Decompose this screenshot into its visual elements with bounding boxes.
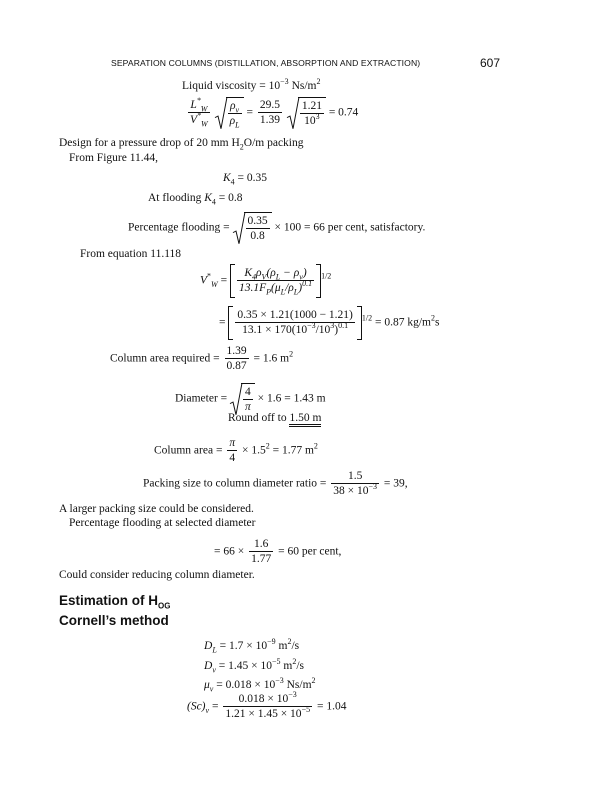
schmidt-equation: $(Sc)_v$ = $\frac{0.018 \times 10^{-3}}{1.21 \times 1.45 \times 10^{-5}}$ = 1.04 <box>187 690 347 721</box>
section-title: Estimation of $H_{OG}$ <box>59 593 171 611</box>
larger-packing-note: A larger packing size could be considered. <box>59 503 254 515</box>
flow-ratio-equation: $\frac{L^*_W}{V^*_W}$ $\frac{\rho_v}{\rho_L}$ = $\frac{29.5}{1.39}$ $\frac{1.21}{10^3}$ = 0.74 <box>190 96 359 130</box>
mu-line: $\mu_v = 0.018 \times 10^{-3}$ $Ns/m^2$ <box>204 676 316 694</box>
reduce-diameter-note: Could consider reducing column diameter. <box>59 569 255 581</box>
round-off-line: Round off to 1.50 m <box>228 413 321 425</box>
packing-ratio-equation: Packing size to column diameter ratio = $\frac{1.5}{38 \times 10^{-3}}$ = 39, <box>143 470 408 498</box>
from-figure: From Figure 11.44, <box>69 152 159 164</box>
vw-numeric-equation: = $\frac{0.35 \times 1.21(1000 - 1.21)}{13.1 \times 170(10^{-3}/10^3)^{0.1}}$ $^{1/2}$ = 0.87 $kg/m^2s$ <box>219 306 440 340</box>
dl-line: $D_L = 1.7 \times 10^{-9}$ $m^2/s$ <box>204 637 300 655</box>
column-area-equation: Column area = $\frac{\pi}{4}$ × $1.5^2 = 1.77$ $m^2$ <box>154 437 318 465</box>
flow-ratio-lhs: $\frac{L^*_W}{V^*_W}$ <box>190 96 208 129</box>
density-ratio-root: $\frac{\rho_v}{\rho_L}$ <box>215 97 244 129</box>
selected-flooding-equation: = 66 × $\frac{1.6}{1.77}$ = 60 per cent, <box>214 538 342 566</box>
dv-line: $D_v = 1.45 \times 10^{-5}$ $m^2/s$ <box>204 657 304 675</box>
density-value-root: $\frac{1.21}{10^3}$ <box>287 97 326 129</box>
method-title: Cornell’s method <box>59 613 169 628</box>
at-flooding-line: At flooding $K_4 = 0.8$ <box>148 192 243 207</box>
percentage-flooding-equation: Percentage flooding = $\frac{0.35}{0.8}$ × 100 = 66 per cent, satisfactory. <box>128 212 425 244</box>
liquid-viscosity-line: Liquid viscosity = $10^{-3}$ $Ns/m^2$ <box>182 77 321 92</box>
column-area-required: Column area required = $\frac{1.39}{0.87}$ = 1.6 $m^2$ <box>110 345 294 373</box>
diameter-equation: Diameter = $\frac{4}{\pi}$ × 1.6 = 1.43 m <box>175 383 326 415</box>
running-header: SEPARATION COLUMNS (DISTILLATION, ABSORPTION AND EXTRACTION) <box>111 58 421 68</box>
page-number: 607 <box>480 56 501 70</box>
from-equation: From equation 11.118 <box>80 248 182 260</box>
selected-diameter: 1.50 m <box>289 412 321 427</box>
k4-equation: $K_4 = 0.35$ <box>223 172 268 187</box>
vw-symbolic-equation: $V^*_W$ = $\frac{K_4\rho_V(\rho_L - \rho_v)}{13.1F_P(\mu_L/\rho_L)^{0.1}}$ $^{1/2}$ <box>200 264 331 298</box>
pct-flooding-selected: Percentage flooding at selected diameter <box>69 517 256 529</box>
design-line: Design for a pressure drop of 20 mm $H_2O/m$ packing <box>59 137 304 152</box>
